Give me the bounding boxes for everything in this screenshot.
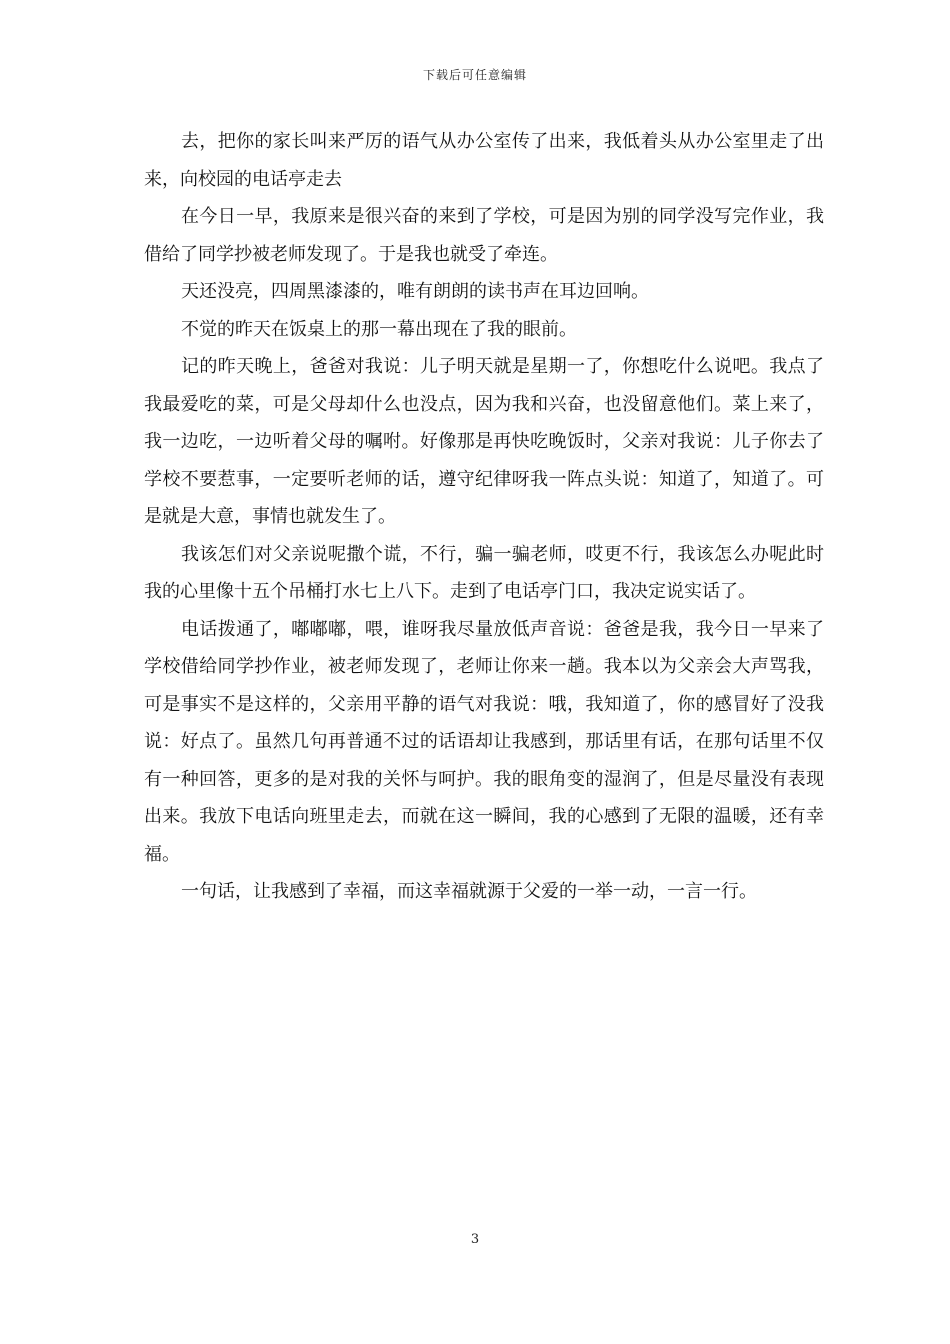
paragraph-8: 一句话，让我感到了幸福，而这幸福就源于父爱的一举一动，一言一行。 xyxy=(181,881,757,902)
paragraph-5: 记的昨天晚上，爸爸对我说：儿子明天就是星期一了，你想吃什么说吧。我点了我最爱吃的菜，可是父母却什么也没点，因为我和兴奋，也没留意他们。菜上来了，我一边吃，一边听着父母的嘱咐。好像那是再快吃晚饭时，父亲对我说：儿子你去了学校不要惹事，一定要听老师的话，遵守纪律呀我一阵点头说：知道了，知道了。可是就是大意，事情也就发生了。 xyxy=(144,356,824,527)
paragraph-2: 在今日一早，我原来是很兴奋的来到了学校，可是因为别的同学没写完作业，我借给了同学抄被老师发现了。于是我也就受了牵连。 xyxy=(144,206,824,265)
page-number: 3 xyxy=(470,1232,480,1247)
paragraph-6: 我该怎们对父亲说呢撒个谎，不行，骗一骗老师，哎更不行，我该怎么办呢此时我的心里像十五个吊桶打水七上八下。走到了电话亭门口，我决定说实话了。 xyxy=(144,543,824,602)
page-header: 下载后可任意编辑 xyxy=(422,68,527,82)
paragraph-4: 不觉的昨天在饭桌上的那一幕出现在了我的眼前。 xyxy=(181,318,577,340)
paragraph-3: 天还没亮，四周黑漆漆的，唯有朗朗的读书声在耳边回响。 xyxy=(181,281,649,302)
paragraph-1: 去，把你的家长叫来严厉的语气从办公室传了出来，我低着头从办公室里走了出来，向校园的电话亭走去 xyxy=(144,131,824,190)
paragraph-7: 电话拨通了，嘟嘟嘟，喂，谁呀我尽量放低声音说：爸爸是我，我今日一早来了学校借给同学抄作业，被老师发现了，老师让你来一趟。我本以为父亲会大声骂我，可是事实不是这样的，父亲用平静的语气对我说：哦，我知道了，你的感冒好了没我说：好点了。虽然几句再普通不过的话语却让我感到，那话里有话，在那句话里不仅有一种回答，更多的是对我的关怀与呵护。我的眼角变的湿润了，但是尽量没有表现出来。我放下电话向班里走去，而就在这一瞬间，我的心感到了无限的温暖，还有幸福。 xyxy=(144,618,824,865)
document-body xyxy=(144,123,824,911)
